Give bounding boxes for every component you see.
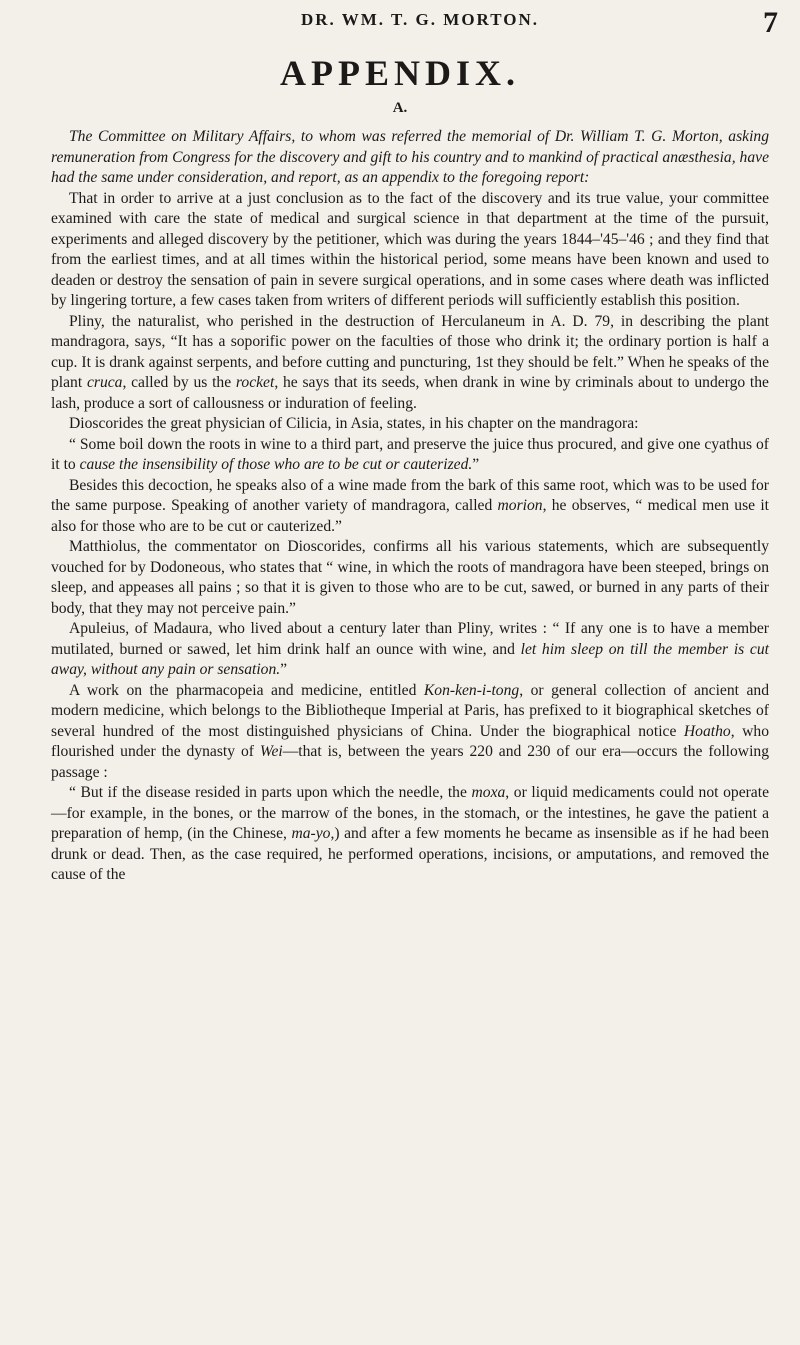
appendix-title: APPENDIX. (280, 53, 520, 93)
italic-run: Kon-ken-i-tong (423, 681, 520, 699)
text-run: Apuleius, of Madaura, who lived about a century later than Pliny, writes : “ If any one is to have a member mutilated, burned or sawed, let him drink half an ounce with wine, and (51, 620, 769, 658)
page-number: 7 (763, 6, 778, 39)
text-run: , called by us the (122, 374, 236, 391)
section-letter: A. (392, 100, 408, 116)
paragraph (51, 476, 769, 538)
text-run: , he says that its seeds, when drank in wine by criminals about to undergo the lash, produce a sort of callousness or induration of feeling. (51, 374, 769, 412)
text-run: , he observes, “ medical men use it also for those who are to be cut or cauterized.” (51, 497, 769, 535)
text-run: —that is, between the years 220 and 230 of our era—occurs the following passage : (51, 743, 769, 781)
body-text (51, 127, 769, 886)
text-run: “ But if the disease resided in parts upon which the needle, the (69, 784, 472, 801)
paragraph (51, 414, 769, 435)
italic-run: ma-yo (291, 825, 331, 842)
paragraph (51, 681, 769, 784)
paragraph-list (51, 189, 769, 886)
text-run: That in order to arrive at a just conclusion as to the fact of the discovery and its true value, your committee examined with care the state of medical and surgical science in that department at the time of the pursuit, experiments and alleged discovery by the petitioner, which was during the years 1844–'45–'46 ; and they find that from the earliest times, and at all times within the historical period, some means have been known and used to deaden or destroy the sensation of pain in severe surgical operations, and in some cases where death was inflicted by lingering torture, a few cases taken from writers of different periods will sufficiently establish this position. (51, 189, 769, 309)
paragraph (51, 783, 769, 886)
text-run: Pliny, the naturalist, who perished in the destruction of Herculaneum in A. D. 79, in describing the plant mandragora, says, “It has a soporific power on the faculties of those who drink it; the ordinary portion is half a cup. It is drank against serpents, and before cutting and puncturing, 1st they should be felt.” When he speaks of the plant (51, 312, 769, 391)
text-run: Besides this decoction, he speaks also of a wine made from the bark of this same root, which was to be used for the same purpose. Speaking of another variety of mandragora, called (51, 476, 769, 514)
running-head: DR. WM. T. G. MORTON. (300, 10, 539, 29)
paragraph (51, 189, 769, 312)
text-run: , who flourished under the dynasty of (51, 722, 770, 760)
committee-preamble: The Committee on Military Affairs, to whom was referred the memorial of Dr. William T. G. Morton, asking remuneration from Congress for the discovery and gift to his country and to mankind of practical anæsthesia, have had the same under consideration, and report, as an appendix to the foregoing report: (51, 128, 769, 186)
italic-run: let him sleep on till the member is cut away, without any pain or sensation. (51, 640, 769, 678)
italic-run: cruca (86, 374, 123, 391)
text-run: , or general collection of ancient and modern medicine, which belongs to the Bibliotheque Imperial at Paris, has prefixed to it biographical sketches of several hundred of the most distinguished physicians of China. Under the biographical notice (51, 681, 769, 740)
text-run: , or liquid medicaments could not operate—for example, in the bones, or the marrow of the bones, in the stomach, or the intestines, he gave the patient a preparation of hemp, (in the Chinese, (51, 784, 769, 842)
text-run: A work on the pharmacopeia and medicine, entitled (69, 681, 424, 699)
text-run: Dioscorides the great physician of Cilicia, in Asia, states, in his chapter on the mandragora: (69, 415, 639, 432)
text-run: “ Some boil down the roots in wine to a third part, and preserve the juice thus procured, and give one cyathus of it to (51, 435, 769, 473)
text-run: ,) and after a few moments he became as insensible as if he had been drunk or dead. Then, as the case required, he performed operations, incisions, or amputations, and removed the cause of the (51, 825, 769, 883)
paragraph (51, 435, 769, 476)
italic-run: rocket (235, 374, 275, 391)
paragraph (51, 312, 769, 415)
paragraph (51, 619, 769, 681)
italic-run: Wei (259, 743, 283, 760)
italic-run: Hoatho (683, 722, 731, 740)
text-run: Matthiolus, the commentator on Dioscorides, confirms all his various statements, which are subsequently vouched for by Dodoneous, who states that “ wine, in which the roots of mandragora have been steeped, brings on sleep, and appeases all pains ; so that it is given to those who are to be cut, sawed, or burned in any parts of their body, that they may not perceive pain.” (51, 538, 769, 617)
italic-run: cause the insensibility of those who are to be cut or cauterized. (79, 456, 473, 473)
paragraph (51, 537, 769, 619)
italic-run: moxa (471, 784, 506, 801)
italic-run: morion (497, 497, 543, 514)
page-header (60, 6, 780, 39)
text-run: ” (472, 456, 480, 473)
text-run: ” (280, 661, 288, 678)
